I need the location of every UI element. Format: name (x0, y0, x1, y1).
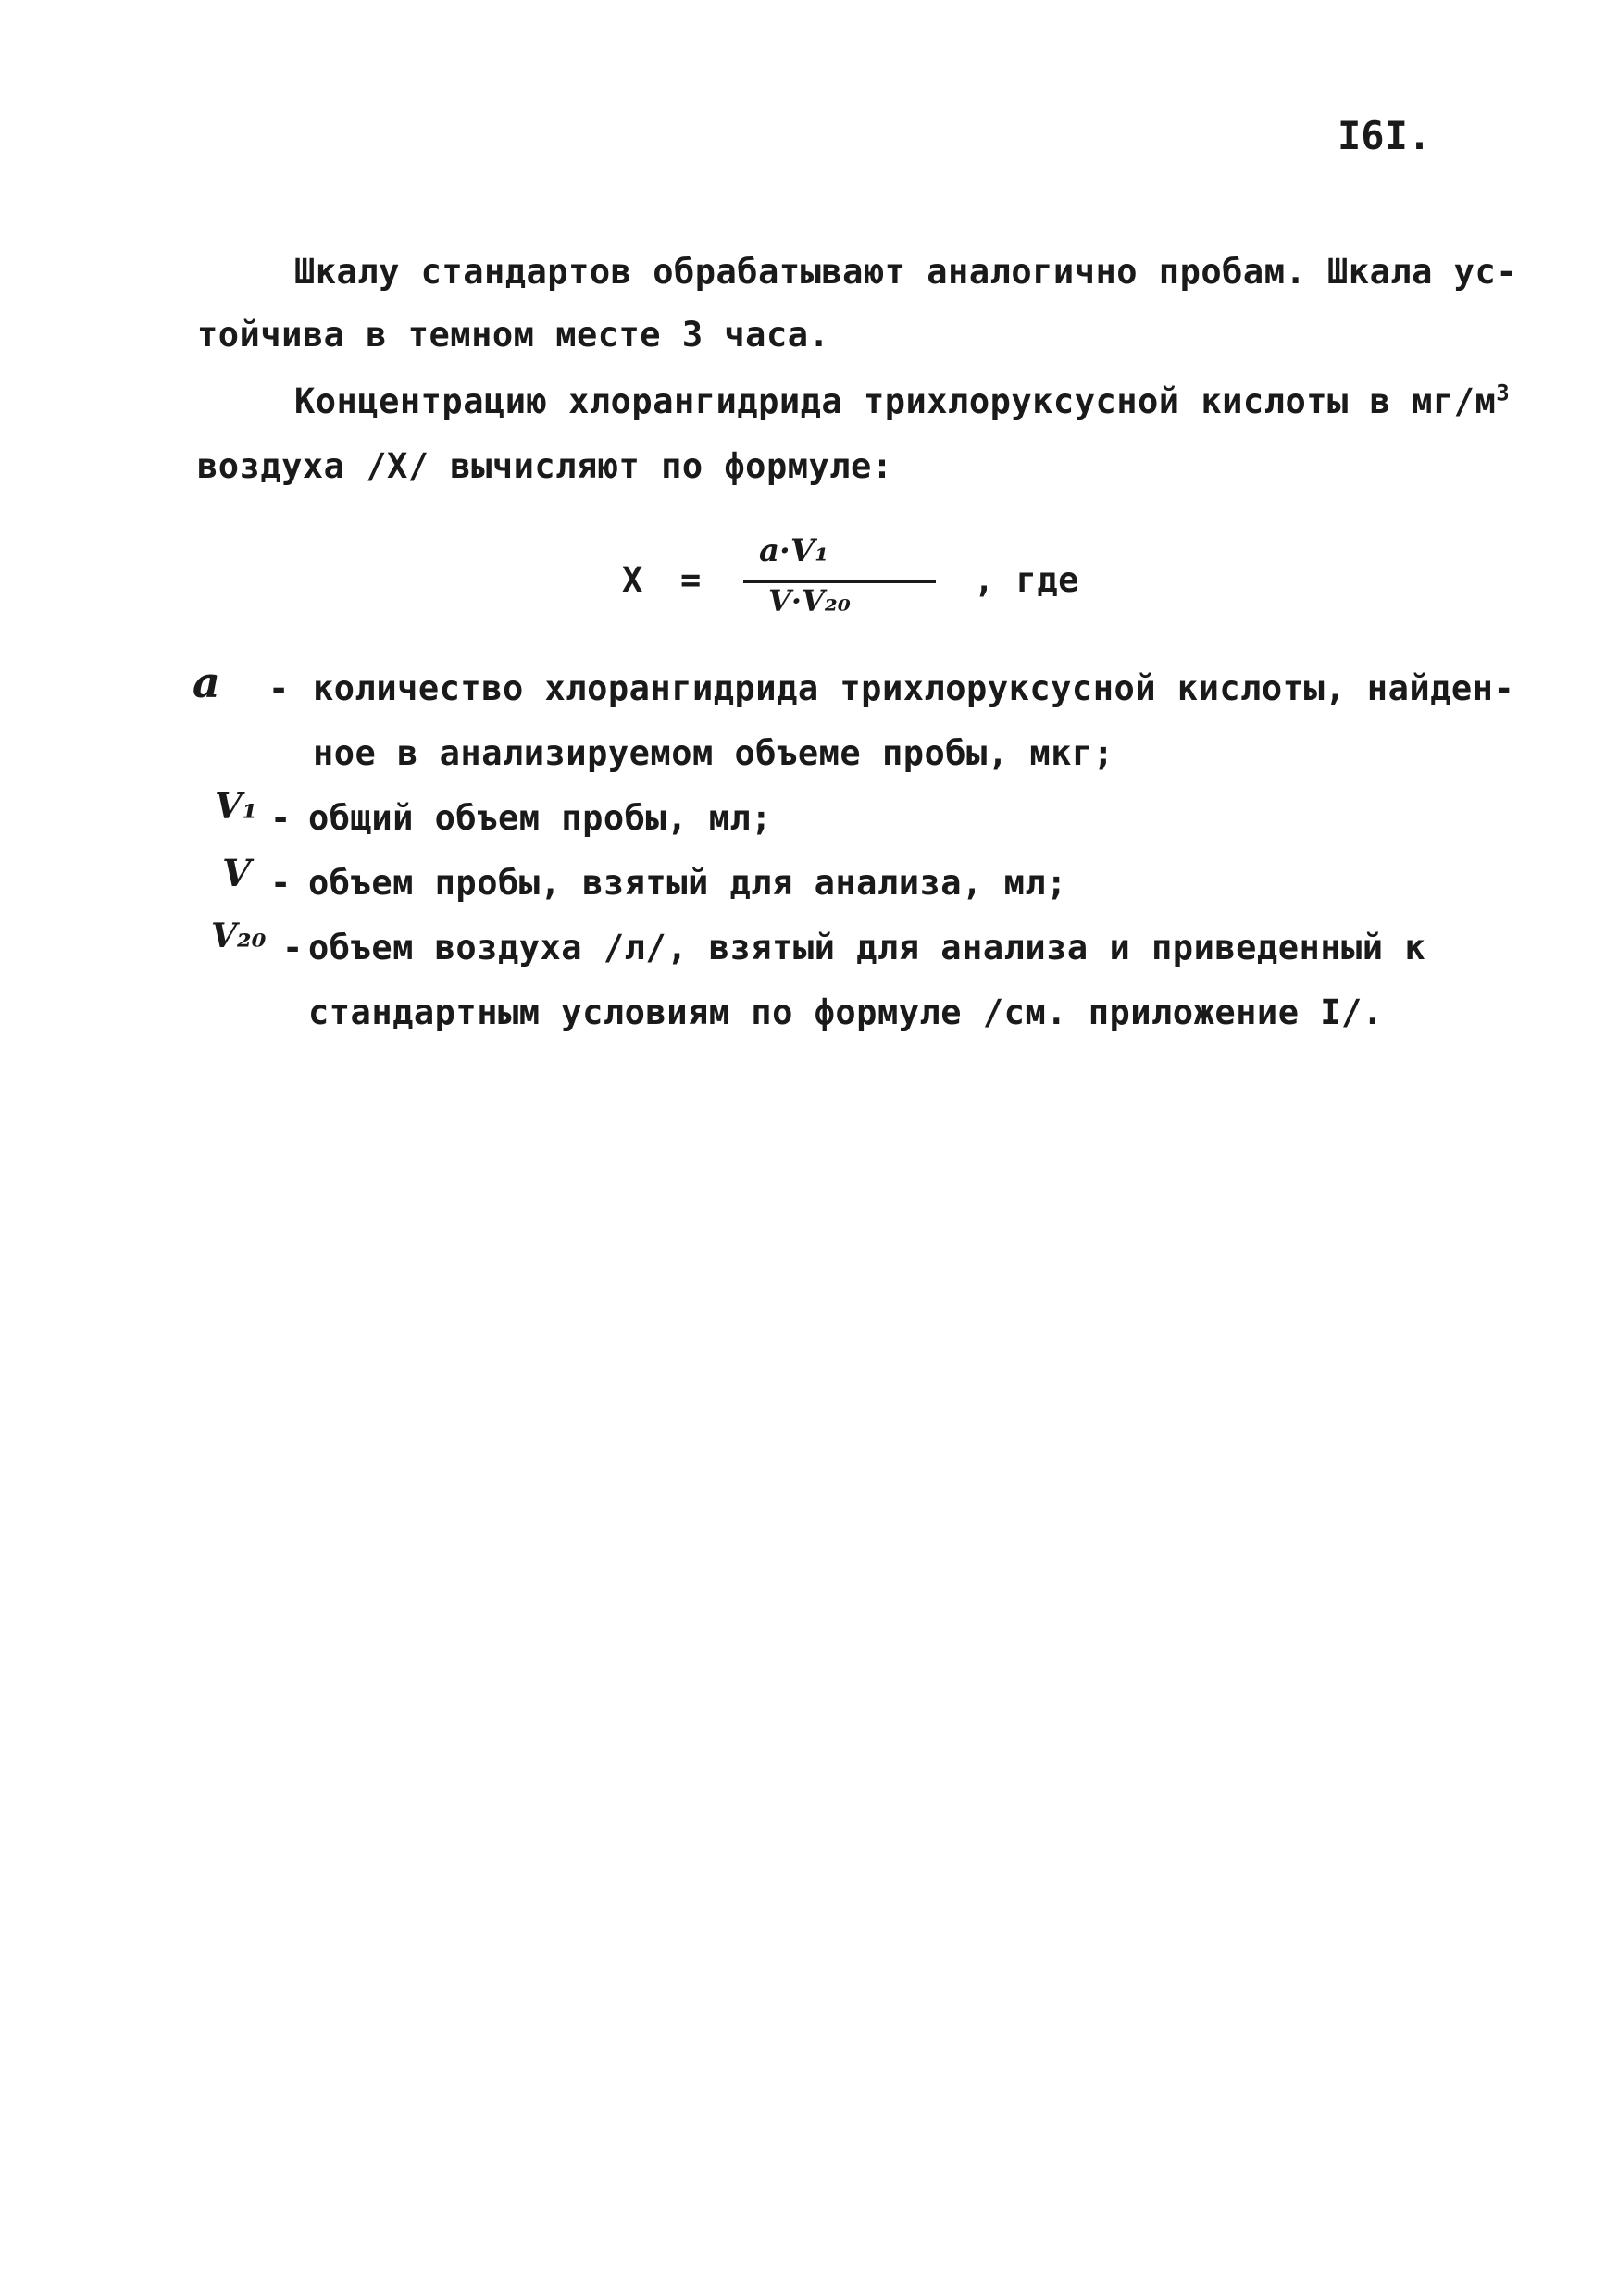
definition-text-line-1: объем пробы, взятый для анализа, мл; (308, 863, 1067, 903)
formula-suffix: , где (974, 560, 1079, 600)
definition-symbol: а (193, 657, 220, 707)
formula-lhs: Х (622, 560, 643, 600)
definition-symbol: V (222, 852, 252, 895)
paragraph-2-line-2: воздуха /Х/ вычисляют по формуле: (197, 446, 893, 486)
paragraph-2-line-1 (294, 381, 1510, 421)
definition-text-line-2: ное в анализируемом объеме пробы, мкг; (313, 733, 1114, 773)
formula-numerator: а·V₁ (759, 532, 829, 569)
definition-dash: - (282, 928, 304, 967)
definition-text-line-2: стандартным условиям по формуле /см. приложение I/. (308, 992, 1384, 1032)
formula-equals: = (680, 560, 702, 600)
definition-text-line-1: объем воздуха /л/, взятый для анализа и приведенный к (308, 928, 1426, 967)
definition-dash: - (268, 668, 290, 708)
paragraph-1-line-1: Шкалу стандартов обрабатывают аналогично пробам. Шкала ус- (294, 252, 1518, 292)
definition-dash: - (270, 863, 292, 903)
page-number: I6I. (1338, 113, 1432, 158)
definition-dash: - (270, 798, 292, 838)
paragraph-2-line-1-text: Концентрацию хлорангидрида трихлоруксусной кислоты в мг/м (294, 381, 1497, 421)
paragraph-1-line-2: тойчива в темном месте 3 часа. (197, 315, 830, 355)
superscript-3: 3 (1496, 380, 1511, 406)
definition-text-line-1: количество хлорангидрида трихлоруксусной кислоты, найден- (313, 668, 1515, 708)
formula-denominator: V·V₂₀ (768, 583, 851, 618)
definition-text-line-1: общий объем пробы, мл; (308, 798, 773, 838)
definition-symbol: V₂₀ (211, 917, 267, 955)
definition-symbol: V₁ (215, 785, 258, 827)
